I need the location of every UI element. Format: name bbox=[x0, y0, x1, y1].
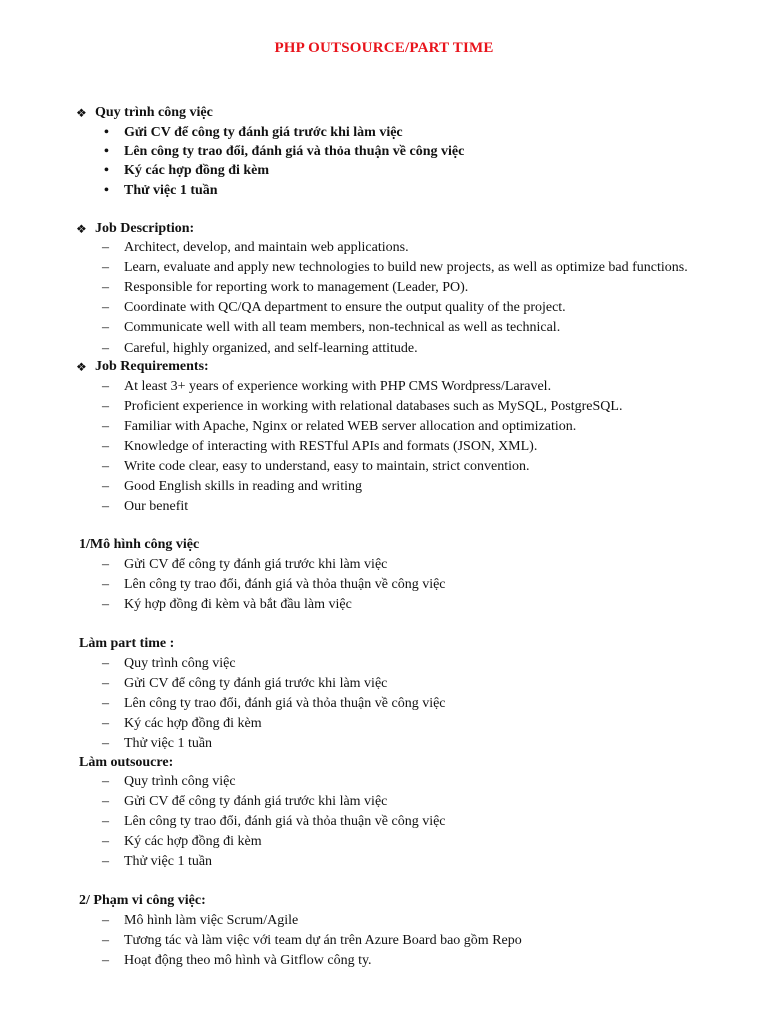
section-heading-quy-trinh: Quy trình công việc bbox=[95, 105, 213, 120]
dash-icon: – bbox=[102, 240, 109, 255]
dash-icon: – bbox=[102, 260, 109, 275]
dash-icon: – bbox=[102, 913, 109, 928]
list-item: Write code clear, easy to understand, easy to maintain, strict convention. bbox=[124, 459, 530, 474]
dash-icon: – bbox=[102, 379, 109, 394]
diamond-bullet-icon: ❖ bbox=[76, 222, 87, 236]
dash-icon: – bbox=[102, 933, 109, 948]
list-item: Lên công ty trao đổi, đánh giá và thỏa thuận về công việc bbox=[124, 577, 446, 592]
list-item: Lên công ty trao đổi, đánh giá và thỏa thuận về công việc bbox=[124, 144, 465, 159]
dash-icon: – bbox=[102, 419, 109, 434]
section-heading-outsource: Làm outsoucre: bbox=[79, 755, 174, 770]
dash-icon: – bbox=[102, 696, 109, 711]
diamond-bullet-icon: ❖ bbox=[76, 360, 87, 374]
list-item: Thử việc 1 tuần bbox=[124, 736, 213, 751]
list-item: Knowledge of interacting with RESTful APIs and formats (JSON, XML). bbox=[124, 439, 538, 454]
dash-icon: – bbox=[102, 399, 109, 414]
dash-icon: – bbox=[102, 499, 109, 514]
list-item: Gửi CV để công ty đánh giá trước khi làm việc bbox=[124, 676, 388, 691]
list-item: Familiar with Apache, Nginx or related WEB server allocation and optimization. bbox=[124, 419, 577, 434]
section-heading-job-description: Job Description: bbox=[95, 221, 195, 236]
list-item: Gửi CV để công ty đánh giá trước khi làm việc bbox=[124, 125, 403, 140]
dash-icon: – bbox=[102, 597, 109, 612]
dash-icon: – bbox=[102, 656, 109, 671]
list-item: Ký các hợp đồng đi kèm bbox=[124, 163, 270, 178]
list-item: Careful, highly organized, and self-learning attitude. bbox=[124, 341, 418, 356]
list-item: Gửi CV để công ty đánh giá trước khi làm việc bbox=[124, 557, 388, 572]
list-item: Ký các hợp đồng đi kèm bbox=[124, 716, 262, 731]
list-item: Quy trình công việc bbox=[124, 774, 236, 789]
dash-icon: – bbox=[102, 736, 109, 751]
dash-icon: – bbox=[102, 774, 109, 789]
dash-icon: – bbox=[102, 676, 109, 691]
dash-icon: – bbox=[102, 479, 109, 494]
list-item: Hoạt động theo mô hình và Gitflow công ty. bbox=[124, 953, 372, 968]
list-item: Responsible for reporting work to management (Leader, PO). bbox=[124, 280, 469, 295]
dash-icon: – bbox=[102, 854, 109, 869]
list-item: Good English skills in reading and writing bbox=[124, 479, 362, 494]
dash-icon: – bbox=[102, 557, 109, 572]
list-item: Proficient experience in working with relational databases such as MySQL, PostgreSQL. bbox=[124, 399, 623, 414]
list-item: Gửi CV để công ty đánh giá trước khi làm việc bbox=[124, 794, 388, 809]
section-heading-part-time: Làm part time : bbox=[79, 636, 175, 651]
list-item: Lên công ty trao đổi, đánh giá và thỏa thuận về công việc bbox=[124, 814, 446, 829]
section-heading-pham-vi: 2/ Phạm vi công việc: bbox=[79, 893, 206, 908]
list-item: At least 3+ years of experience working with PHP CMS Wordpress/Laravel. bbox=[124, 379, 552, 394]
document-title: PHP OUTSOURCE/PART TIME bbox=[274, 40, 494, 56]
list-item: Thử việc 1 tuần bbox=[124, 854, 213, 869]
dash-icon: – bbox=[102, 341, 109, 356]
bullet-icon: • bbox=[104, 163, 109, 178]
list-item: Lên công ty trao đổi, đánh giá và thỏa thuận về công việc bbox=[124, 696, 446, 711]
dash-icon: – bbox=[102, 300, 109, 315]
list-item: Quy trình công việc bbox=[124, 656, 236, 671]
dash-icon: – bbox=[102, 794, 109, 809]
list-item: Tương tác và làm việc với team dự án trên Azure Board bao gồm Repo bbox=[124, 933, 522, 948]
section-heading-mo-hinh: 1/Mô hình công việc bbox=[79, 537, 200, 552]
dash-icon: – bbox=[102, 280, 109, 295]
list-item: Ký các hợp đồng đi kèm bbox=[124, 834, 262, 849]
list-item: Thử việc 1 tuần bbox=[124, 183, 218, 198]
bullet-icon: • bbox=[104, 183, 109, 198]
list-item: Ký hợp đồng đi kèm và bắt đầu làm việc bbox=[124, 597, 352, 612]
list-item: Architect, develop, and maintain web applications. bbox=[124, 240, 409, 255]
dash-icon: – bbox=[102, 459, 109, 474]
list-item: Communicate well with all team members, non-technical as well as technical. bbox=[124, 320, 561, 335]
dash-icon: – bbox=[102, 834, 109, 849]
dash-icon: – bbox=[102, 953, 109, 968]
dash-icon: – bbox=[102, 320, 109, 335]
dash-icon: – bbox=[102, 439, 109, 454]
bullet-icon: • bbox=[104, 144, 109, 159]
list-item: Learn, evaluate and apply new technologies to build new projects, as well as optimize bad functions. bbox=[124, 260, 688, 275]
dash-icon: – bbox=[102, 716, 109, 731]
list-item: Mô hình làm việc Scrum/Agile bbox=[124, 913, 299, 928]
bullet-icon: • bbox=[104, 125, 109, 140]
diamond-bullet-icon: ❖ bbox=[76, 106, 87, 120]
dash-icon: – bbox=[102, 814, 109, 829]
section-heading-job-requirements: Job Requirements: bbox=[95, 359, 209, 374]
dash-icon: – bbox=[102, 577, 109, 592]
list-item: Our benefit bbox=[124, 499, 189, 514]
list-item: Coordinate with QC/QA department to ensure the output quality of the project. bbox=[124, 300, 566, 315]
